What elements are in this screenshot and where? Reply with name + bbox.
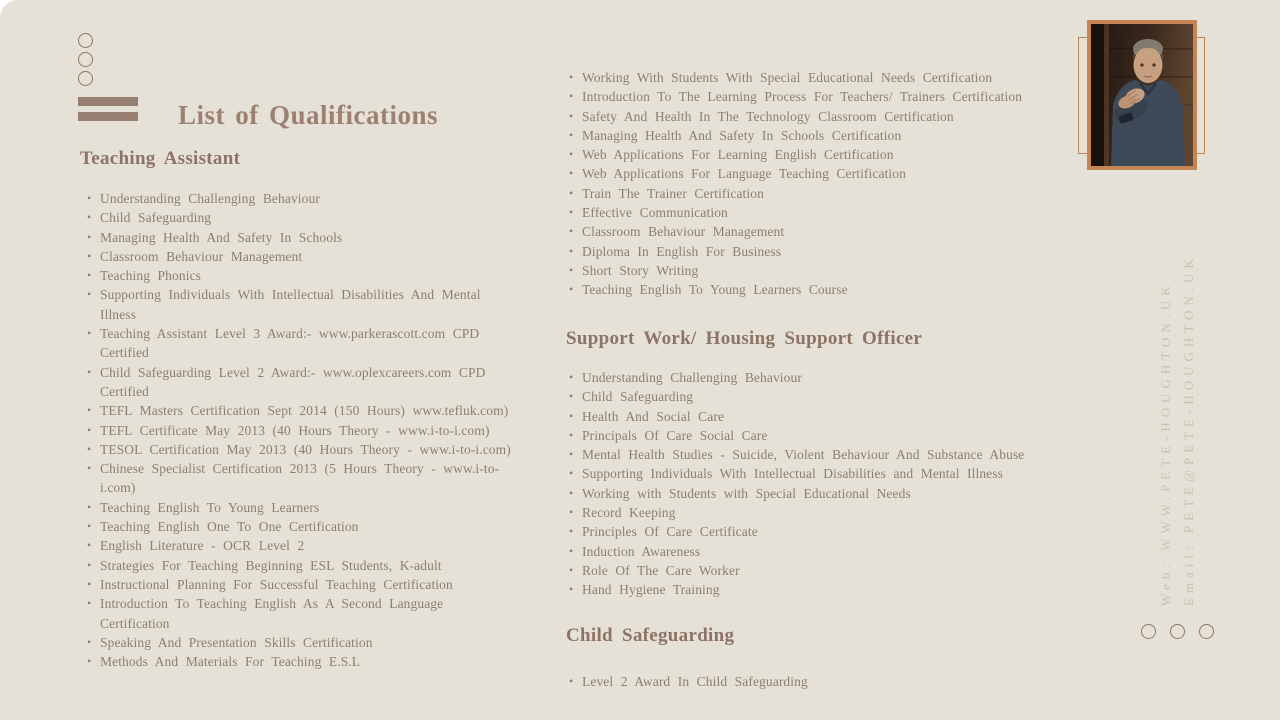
list-item: • Level 2 Award In Child Safeguarding	[582, 672, 1087, 691]
section-heading-child-safeguarding: Child Safeguarding	[566, 625, 735, 646]
portrait-illustration	[1091, 24, 1193, 166]
contact-vertical-text	[1158, 188, 1197, 606]
list-item: • Managing Health And Safety In Schools Certification	[582, 126, 1087, 145]
list-item: • Teaching English To Young Learners Course	[582, 280, 1087, 299]
list-item: • Principals Of Care Social Care	[582, 426, 1087, 445]
support-work-list	[566, 368, 1087, 600]
list-item: • Teaching English To Young Learners	[100, 498, 520, 517]
list-item: • Hand Hygiene Training	[582, 580, 1087, 599]
list-item: • TEFL Certificate May 2013 (40 Hours Theory - www.i-to-i.com)	[100, 421, 520, 440]
list-item: • Classroom Behaviour Management	[100, 247, 520, 266]
circle-icon	[1170, 624, 1185, 639]
list-item: • Child Safeguarding Level 2 Award:- www.oplexcareers.com CPD Certified	[100, 363, 520, 402]
list-item: • Introduction To Teaching English As A Second Language Certification	[100, 594, 520, 633]
circle-icon	[78, 52, 93, 67]
list-item: • Supporting Individuals With Intellectual Disabilities and Mental Illness	[582, 464, 1087, 483]
profile-photo	[1087, 20, 1197, 170]
page-title: List of Qualifications	[178, 100, 439, 130]
list-item: • Mental Health Studies - Suicide, Violent Behaviour And Substance Abuse	[582, 445, 1087, 464]
list-item: • Principles Of Care Certificate	[582, 522, 1087, 541]
decorative-circles-bottom-right	[1141, 624, 1214, 639]
section-heading-teaching-assistant: Teaching Assistant	[80, 148, 241, 169]
list-item: • Speaking And Presentation Skills Certification	[100, 633, 520, 652]
list-item: • Supporting Individuals With Intellectual Disabilities And Mental Illness	[100, 285, 520, 324]
list-item: • Methods And Materials For Teaching E.S.L	[100, 652, 520, 671]
list-item: • Working With Students With Special Educational Needs Certification	[582, 68, 1087, 87]
list-item: • Chinese Specialist Certification 2013 (5 Hours Theory - www.i-to-i.com)	[100, 459, 520, 498]
list-item: • Train The Trainer Certification	[582, 184, 1087, 203]
list-item: • Health And Social Care	[582, 407, 1087, 426]
circle-icon	[78, 71, 93, 86]
section-heading-support-work: Support Work/ Housing Support Officer	[566, 328, 923, 349]
list-item: • Teaching Phonics	[100, 266, 520, 285]
list-item: • Child Safeguarding	[582, 387, 1087, 406]
list-item: • Understanding Challenging Behaviour	[582, 368, 1087, 387]
title-accent-bars	[78, 97, 138, 127]
list-item: • English Literature - OCR Level 2	[100, 536, 520, 555]
accent-bar	[78, 112, 138, 121]
list-item: • Safety And Health In The Technology Classroom Certification	[582, 107, 1087, 126]
list-item: • Teaching Assistant Level 3 Award:- www.parkerascott.com CPD Certified	[100, 324, 520, 363]
list-item: • Role Of The Care Worker	[582, 561, 1087, 580]
circle-icon	[1199, 624, 1214, 639]
list-item: • TEFL Masters Certification Sept 2014 (150 Hours) www.tefluk.com)	[100, 401, 520, 420]
list-item: • Understanding Challenging Behaviour	[100, 189, 520, 208]
list-item: • Web Applications For Language Teaching Certification	[582, 164, 1087, 183]
list-item: • Instructional Planning For Successful Teaching Certification	[100, 575, 520, 594]
list-item: • Child Safeguarding	[100, 208, 520, 227]
decorative-circles-top-left	[78, 33, 93, 86]
list-item: • TESOL Certification May 2013 (40 Hours Theory - www.i-to-i.com)	[100, 440, 520, 459]
list-item: • Managing Health And Safety In Schools	[100, 228, 520, 247]
website-vertical-text: Web: WWW.PETE-HOUGHTON.UK	[1158, 281, 1173, 606]
email-vertical-text: Email: PETE@PETE-HOUGHTON.UK	[1181, 254, 1196, 606]
teaching-assistant-list	[84, 189, 520, 671]
list-item: • Classroom Behaviour Management	[582, 222, 1087, 241]
list-item: • Short Story Writing	[582, 261, 1087, 280]
circle-icon	[78, 33, 93, 48]
list-item: • Diploma In English For Business	[582, 242, 1087, 261]
list-item: • Working with Students with Special Educational Needs	[582, 484, 1087, 503]
list-item: • Effective Communication	[582, 203, 1087, 222]
list-item: • Teaching English One To One Certification	[100, 517, 520, 536]
list-item: • Strategies For Teaching Beginning ESL Students, K-adult	[100, 556, 520, 575]
child-safeguarding-list	[566, 672, 1087, 691]
teaching-assistant-continued-list	[566, 68, 1087, 300]
list-item: • Induction Awareness	[582, 542, 1087, 561]
list-item: • Web Applications For Learning English Certification	[582, 145, 1087, 164]
circle-icon	[1141, 624, 1156, 639]
accent-bar	[78, 97, 138, 106]
list-item: • Record Keeping	[582, 503, 1087, 522]
list-item: • Introduction To The Learning Process For Teachers/ Trainers Certification	[582, 87, 1087, 106]
